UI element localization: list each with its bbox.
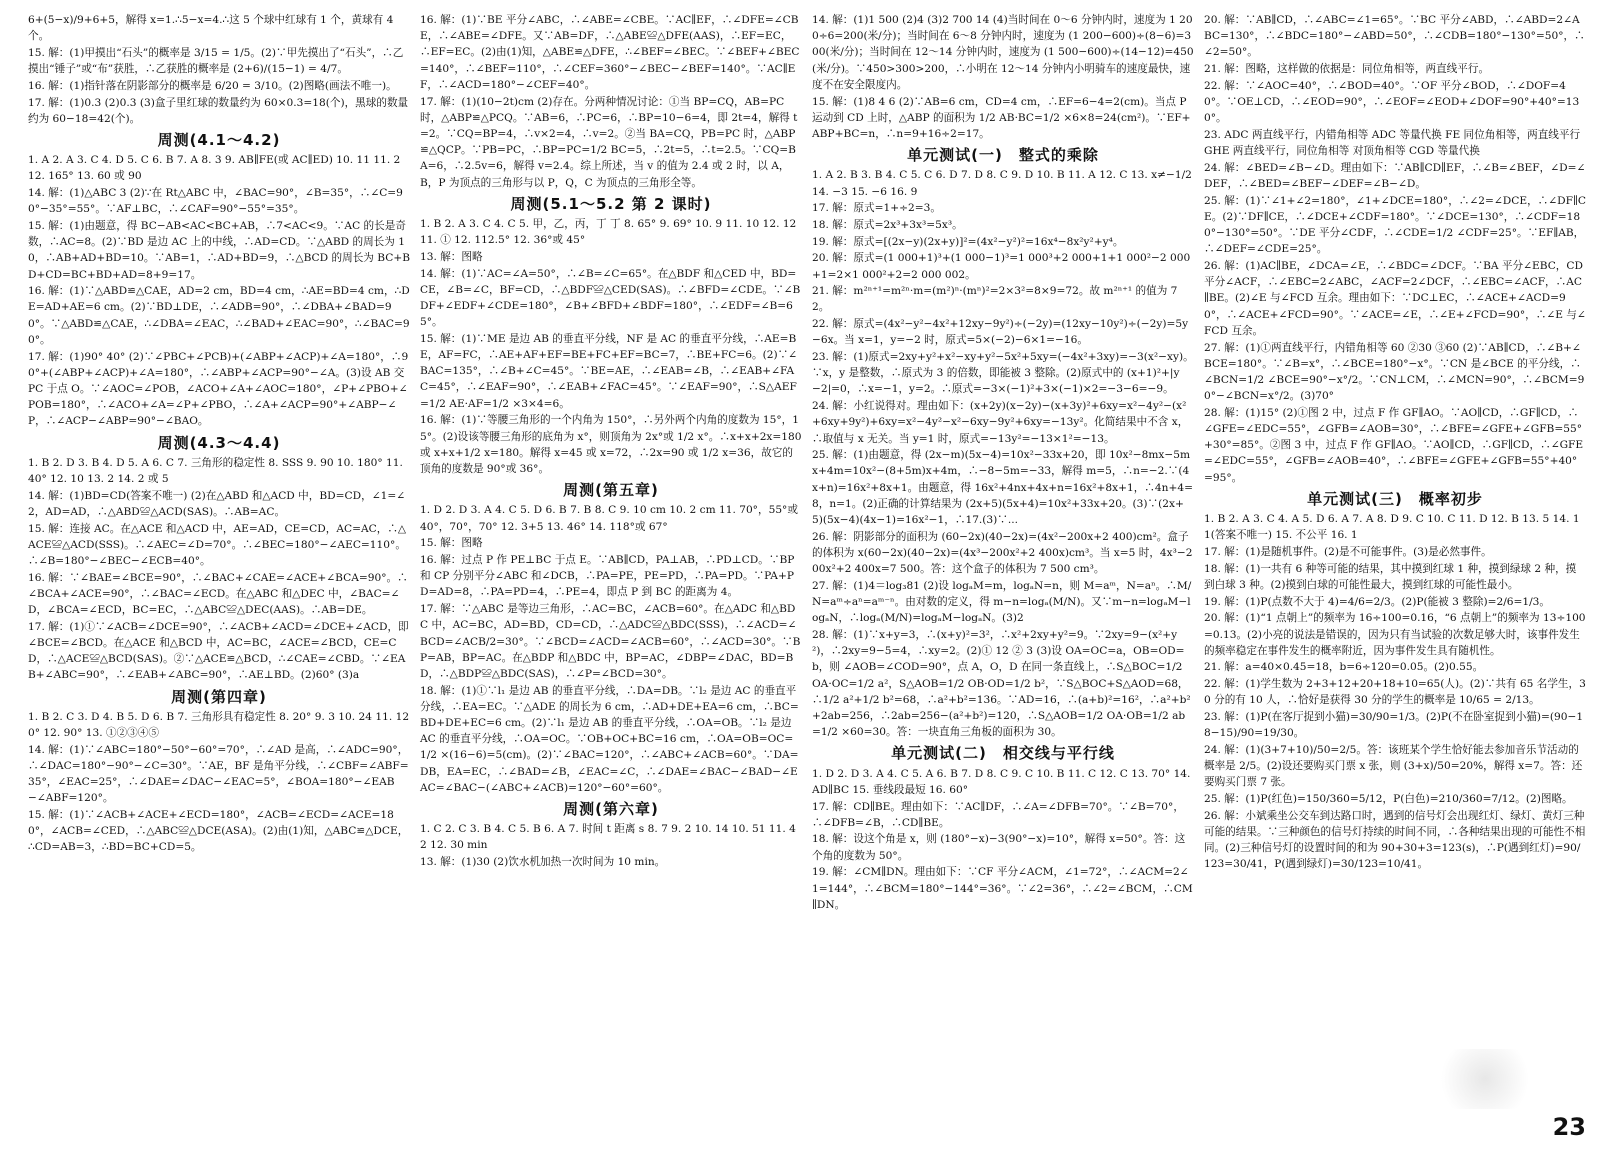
answer-paragraph: 18. 解：(1)一共有 6 种等可能的结果，其中摸到红球 1 种，摸到绿球 2 种，摸到白球 3 种。(2)摸到白球的可能性最大，摸到红球的可能性最小。 [1204, 562, 1577, 591]
watermark-logo [1430, 1049, 1540, 1109]
answer-paragraph: 14. 解：(1)∵AC=∠A=50°，∴∠B=∠C=65°。在△BDF 和△CED 中，BD=CE，∠B=∠C，BF=CD，∴△BDF≌△CED(SAS)。∴∠BFD=∠CDE。∵∠BDF+∠EDF+∠CDE=180°，∠B+∠BFD+∠BDF=180°，∴∠EDF=∠B=65°。 [420, 267, 801, 329]
answer-paragraph: 16. 解：(1)∵BE 平分∠ABC，∴∠ABE=∠CBE。∵AC∥EF，∴∠DFE=∠CBE，∴∠ABE=∠DFE。又∵AB=DF，∴△ABE≌△DFE(AAS)，∴EF=EC，∴EF=EC。(2)由(1)知，△ABE≌△DFE，∴∠BEF=∠BEC。∵∠BEF+∠BEC=140°，∴∠BEF=110°，∴∠CEF=360°−∠BEC−∠BEF=140°。∵AC∥EF，∴∠ACD=180°−∠CEF=40°。 [420, 14, 800, 91]
answer-paragraph: 21. 解：m²ⁿ⁺¹=m²ⁿ·m=(m²)ⁿ·(mⁿ)²=2×3²=8×9=72。故 m²ⁿ⁺¹ 的值为 72。 [812, 285, 1178, 314]
answer-paragraph: 13. 解：(1)30 (2)饮水机加热一次时间为 10 min。 [420, 856, 666, 869]
answer-paragraph: 19. 解：∠CM∥DN。理由如下：∵CF 平分∠ACM，∠1=72°，∴∠ACM=2∠1=144°，∴∠BCM=180°−144°=36°。∵∠2=36°，∴∠2=∠BCM，∴CM∥DN。 [812, 866, 1193, 911]
answer-paragraph: 28. 解：(1)∵x+y=3，∴(x+y)²=3²，∴x²+2xy+y²=9。∵2xy=9−(x²+y²)，∴2xy=9−5=4，∴xy=2。(2)① 12 ② 3 (3)设 OA=OC=a，OB=OD=b，则 ∠AOB=∠COD=90°，点 A，O，D 在同一条直线上，∴S△BOC=1/2 OA·OC=1/2 a²，S△AOB=1/2 OB·OD=1/2 b²，∵S△BOC+S△AOD=68，∴1/2 a²+1/2 b²=68，∴a²+b²=136。∵AD=16，∴(a+b)²=16²，∴a²+b²+2ab=256，∴2ab=256−(a²+b²)=120，∴S△AOB=1/2 OA·OB=1/2 ab=1/2 ×60=30。答：一块直角三角板的面积为 30。 [812, 629, 1191, 739]
answer-paragraph: 19. 解：原式=[(2x−y)(2x+y)]²=(4x²−y²)²=16x⁴−8x²y²+y⁴。 [812, 235, 1124, 248]
answer-paragraph: 21. 解：a=40×0.45=18，b=6÷120=0.05。(2)0.55。 [1204, 661, 1484, 674]
answer-paragraph: 17. 解：原式=1+÷2=3。 [812, 202, 941, 215]
answer-paragraph: 22. 解：∵∠AOC=40°，∴∠BOD=40°。∵OF 平分∠BOD，∴∠DOF=40°。∵OE⊥CD，∴∠EOD=90°，∴∠EOF=∠EOD+∠DOF=90°+40°=130°。 [1204, 79, 1580, 125]
answer-paragraph: 24. 解：∠BED=∠B−∠D。理由如下：∵AB∥CD∥EF，∴∠B=∠BEF，∠D=∠DEF，∴∠BED=∠BEF−∠DEF=∠B−∠D。 [1204, 161, 1586, 191]
answer-paragraph: 1. D 2. D 3. A 4. C 5. D 6. B 7. B 8. C 9. 10 cm 10. 2 cm 11. 70°，55°或 40°，70°，70° 12. 3+5 13. 46° 14. 118°或 67° [420, 504, 798, 533]
answer-paragraph: 23. 解：(1)P(在客厅捉到小猫)=30/90=1/3。(2)P(不在卧室捉到小猫)=(90−18−15)/90=19/30。 [1204, 711, 1584, 740]
answer-paragraph: 1. C 2. C 3. B 4. C 5. B 6. A 7. 时间 t 距离 s 8. 7 9. 2 10. 14 10. 51 11. 42 12. 30 min [420, 823, 796, 852]
answer-paragraph: 21. 解：图略，这样做的依据是：同位角相等，两直线平行。 [1204, 63, 1490, 76]
answer-paragraph: 20. 解：(1)“1 点朝上”的频率为 16÷100=0.16，“6 点朝上”的频率为 13÷100=0.13。(2)小亮的说法是错误的，因为只有当试验的次数足够大时，该事件发生的频率稳定在事件发生的概率附近，因为事件发生具有随机性。 [1204, 612, 1586, 657]
answer-paragraph: 1. B 2. D 3. B 4. D 5. A 6. C 7. 三角形的稳定性 8. SSS 9. 90 10. 180° 11. 40° 12. 10 13. 2 14. 2 或 5 [28, 456, 403, 485]
answer-paragraph: 18. 解：设这个角是 x，则 (180°−x)−3(90°−x)=10°，解得 x=50°。答：这个角的度数为 50°。 [812, 833, 1186, 862]
answer-paragraph: 15. 解：连接 AC。在△ACE 和△ACD 中，AE=AD，CE=CD，AC=AC，∴△ACE≌△ACD(SSS)。∴∠AEC=∠D=70°。∴∠BEC=180°−∠AEC=110°。∴∠B=180°−∠BEC−∠ECB=40°。 [28, 522, 407, 567]
answer-paragraph: 22. 解：原式=(4x²−y²−4x²+12xy−9y²)÷(−2y)=(12xy−10y²)÷(−2y)=5y−6x。当 x=1，y=−2 时，原式=5×(−2)−6×1=−16。 [812, 318, 1189, 347]
answer-paragraph: 28. 解：(1)15° (2)①图 2 中，过点 F 作 GF∥AO。∵AO∥CD，∴GF∥CD，∴∠GFE=∠EDC=55°，∠GFB=∠AOB=30°，∴∠BFE=∠GFE+∠GFB=55°+30°=85°。②图 3 中，过点 F 作 GF∥AO。∵AO∥CD，∴GF∥CD，∴∠GFE=∠EDC=55°，∠GFB=∠AOB=40°，∴∠BFE=∠GFE+∠GFB=55°+40°=95°。 [1204, 406, 1584, 484]
answer-paragraph: 19. 解：(1)P(点数不大于 4)=4/6=2/3。(2)P(能被 3 整除)=2/6=1/3。 [1204, 595, 1551, 608]
section-heading: 周测(5.1～5.2 第 2 课时) [510, 194, 712, 213]
answer-paragraph: 1. B 2. A 3. C 4. C 5. 甲，乙，丙，丁 丁 8. 65° 9. 69° 10. 9 11. 10 12. 12 11. ① 12. 112.5° 12. 36°或 45° [420, 217, 797, 247]
answer-paragraph: 1. A 2. A 3. C 4. D 5. C 6. B 7. A 8. 3 9. AB∥FE(或 AC∥ED) 10. 11 11. 2 12. 165° 13. 60 或 90 [28, 154, 401, 183]
section-heading: 周测(第五章) [563, 481, 659, 500]
column-4 [1204, 12, 1586, 873]
answer-paragraph: 24. 解：小红说得对。理由如下：(x+2y)(x−2y)−(x+3y)²+6xy=x²−4y²−(x²+6xy+9y²)+6xy=x²−4y²−x²−6xy−9y²+6xy=−13y²。化简结果中不含 x，∴取值与 x 无关。当 y=1 时，原式=−13y²=−13×1²=−13。 [812, 400, 1189, 445]
answer-paragraph: 17. 解：(1)0.3 (2)0.3 (3)盒子里红球的数量约为 60×0.3=18(个)，黑球的数量约为 60−18=42(个)。 [28, 96, 409, 125]
answer-paragraph: 15. 解：(1)由题意，得 BC−AB<AC<BC+AB，∴7<AC<9。∵AC 的长是奇数，∴AC=8。(2)∵BD 是边 AC 上的中线，∴AD=CD。∵△ABD 的周长为 10，∴AB+AD+BD=10。∵AB=1，∴AD+BD=9，∴△BCD 的周长为 BC+BD+CD=BC+BD+AD=8+9=17。 [28, 219, 411, 281]
answer-paragraph: 15. 解：(1)∵ME 是边 AB 的垂直平分线，NF 是 AC 的垂直平分线，∴AE=BE，AF=FC，∴AE+AF+EF=BE+FC+EF=BC=7，∴BE+FC=6。(2)∵∠BAC=135°，∴∠B+∠C=45°。∵BE=AE，∴∠EAB=∠B，∴∠EAB+∠FAC=45°，∴∠EAF=90°，∴∠EAB+∠FAC=45°。∵∠EAF=90°，∴S△AEF=1/2 AE·AF=1/2 ×3×4=6。 [420, 332, 798, 410]
section-heading: 周测(第四章) [171, 687, 267, 706]
answer-paragraph: 25. 解：(1)P(红色)=150/360=5/12，P(白色)=210/360=7/12。(2)图略。 [1204, 793, 1573, 806]
answer-paragraph: 23. ADC 两直线平行，内错角相等 ADC 等量代换 FE 同位角相等，两直线平行 GHE 两直线平行，同位角相等 对顶角相等 CGD 等量代换 [1204, 128, 1581, 158]
answer-paragraph: 17. 解：(1)是随机事件。(2)是不可能事件。(3)是必然事件。 [1204, 546, 1492, 558]
answer-paragraph: 13. 解：图略 [420, 250, 483, 263]
answer-paragraph: 14. 解：(1)1 500 (2)4 (3)2 700 14 (4)当时间在 0～6 分钟内时，速度为 1 200÷6=200(米/分)；当时间在 6～8 分钟内时，速度为 (1 200−600)÷(8−6)=300(米/分)；当时间在 12～14 分钟内时，速度为 (1 500−600)÷(14−12)=450(米/分)。∵450>300>200，∴小明在 12～14 分钟内小明骑车的速度最快，速度不在安全限度内。 [812, 14, 1194, 91]
answer-paragraph: 20. 解：∵AB∥CD，∴∠ABC=∠1=65°。∵BC 平分∠ABD，∴∠ABD=2∠ABC=130°，∴∠BDC=180°−∠ABD=50°，∴∠CDB=180°−130°=50°，∴∠2=50°。 [1204, 14, 1585, 59]
answer-paragraph: 15. 解：图略 [420, 537, 483, 550]
answer-paragraph: 16. 解：(1)指针落在阴影部分的概率是 6/20 = 3/10。(2)图略(画法不唯一)。 [28, 79, 397, 92]
answer-paragraph: 14. 解：(1)BD=CD(答案不唯一) (2)在△ABD 和△ACD 中，BD=CD，∠1=∠2，AD=AD，∴△ABD≌△ACD(SAS)。∴AB=AC。 [28, 489, 406, 518]
answer-paragraph: 15. 解：(1)甲摸出“石头”的概率是 3/15 = 1/5。(2)∵甲先摸出了“石头”，∴乙摸出“锤子”或“布”获胜，∴乙获胜的概率是 (2+6)/(15−1) = 4/7。 [28, 46, 404, 76]
answer-paragraph: 26. 解：小斌乘坐公交车到达路口时，遇到的信号灯会出现红灯、绿灯、黄灯三种可能的结果。∵三种颜色的信号灯持续的时间不同，∴各种结果出现的可能性不相同。(2)三种信号灯的设置时间的和为 90+30+3=123(s)，∴P(遇到红灯)=90/123=30/41，P(遇到绿灯)=30/123=10/41。 [1204, 809, 1586, 871]
answer-paragraph: 16. 解：∵∠BAE=∠BCE=90°，∴∠BAC+∠CAE=∠ACE+∠BCA=90°。∴∠BCA+∠ACE=90°，∴∠BAC=∠ECD。在△ABC 和△DEC 中，∠BAC=∠D，∠BCA=∠ECD，BC=EC，∴△ABC≌△DEC(AAS)。∴AB=DE。 [28, 571, 408, 617]
answer-paragraph: 17. 解：CD∥BE。理由如下：∵AC∥DF，∴∠A=∠DFB=70°。∵∠B=70°，∴∠DFB=∠B，∴CD∥BE。 [812, 800, 1184, 829]
answer-paragraph: 23. 解：(1)原式=2xy+y²+x²−xy+y²−5x²+5xy=(−4x²+3xy)=−3(x²−xy)。∵x，y 是整数，∴原式为 3 的倍数，即能被 3 整除。(2)原式中的 (x+1)²+|y−2|=0，∴x=−1，y=2。∴原式=−3×(−1)²+3×(−1)×2=−3−6=−9。 [812, 351, 1194, 396]
answer-paragraph: 15. 解：(1)8 4 6 (2)∵AB=6 cm，CD=4 cm，∴EF=6−4=2(cm)。当点 P 运动到 CD 上时，△ABP 的面积为 1/2 AB·BC=1/2 ×6×8=24(cm²)。∵EF+ABP+BC=n，∴n=9+16÷2=17。 [812, 95, 1191, 140]
answer-paragraph: 6+(5−x)/9+6+5，解得 x=1.∴5−x=4.∴这 5 个球中红球有 1 个，黄球有 4 个。 [28, 14, 394, 43]
answer-paragraph: 14. 解：(1)△ABC 3 (2)∵在 Rt△ABC 中，∠BAC=90°，∠B=35°，∴∠C=90°−35°=55°。∵AF⊥BC，∴∠CAF=90°−55°=35°。 [28, 187, 403, 216]
answer-paragraph: 27. 解：(1)①两直线平行，内错角相等 60 ②30 ③60 (2)∵AB∥CD，∴∠B+∠BCE=180°。∵∠B=x°，∴∠BCE=180°−x°。∵CN 是∠BCE 的平分线，∴∠BCN=1/2 ∠BCE=90°−x°/2。∵CN⊥CM，∴∠MCN=90°，∴∠BCM=90°−∠BCN=x°/2。(3)70° [1204, 341, 1585, 403]
answer-paragraph: 1. D 2. D 3. A 4. C 5. A 6. B 7. D 8. C 9. C 10. B 11. C 12. C 13. 70° 14. AD∥BC 15. 垂线段最短 16. 60° [812, 767, 1191, 796]
section-heading: 周测(第六章) [563, 800, 659, 819]
section-heading: 周测(4.1～4.2) [157, 130, 281, 149]
answer-paragraph: 1. B 2. C 3. D 4. B 5. D 6. B 7. 三角形具有稳定性 8. 20° 9. 3 10. 24 11. 120° 12. 90° 13. ①②③④⑤ [28, 710, 410, 740]
answer-paragraph: 18. 解：(1)①∵l₁ 是边 AB 的垂直平分线，∴DA=DB。∵l₂ 是边 AC 的垂直平分线，∴EA=EC。∵△ADE 的周长为 6 cm，∴AD+DE+EA=6 cm，∴BC=BD+DE+EC=6 cm。(2)∵l₁ 是边 AB 的垂直平分线，∴OA=OB。∵l₂ 是边 AC 的垂直平分线，∴OA=OC。∵OB+OC+BC=16 cm，∴OA=OB=OC=1/2 ×(16−6)=5(cm)。(2)∵∠BAC=120°，∴∠ABC+∠ACB=60°。∵DA=DB，EA=EC，∴∠BAD=∠B，∠EAC=∠C，∴∠DAE=∠BAC−∠BAD−∠EAC=∠BAC−(∠ABC+∠ACB)=120°−60°=60°。 [420, 684, 799, 794]
section-heading: 单元测试(二) 相交线与平行线 [891, 744, 1115, 763]
answer-paragraph: 17. 解：(1)①∵∠ACB=∠DCE=90°，∴∠ACB+∠ACD=∠DCE+∠ACD，即∠BCE=∠BCD。在△ACE 和△BCD 中，AC=BC，∠ACE=∠BCD，CE=CD，∴△ACE≌△BCD(SAS)。②∵△ACE≌△BCD，∴∠CAE=∠CBD。∵∠EAB+∠ABC=90°，∴∠EAB+∠ABC=90°，∴AE⊥BD。(2)60° (3)a [28, 620, 409, 682]
section-heading: 周测(4.3～4.4) [157, 433, 281, 452]
section-heading: 单元测试(一) 整式的乘除 [907, 146, 1099, 165]
answer-paragraph: 17. 解：∵△ABC 是等边三角形，∴AC=BC，∠ACB=60°。在△ADC 和△BDC 中，AC=BC，AD=BD，CD=CD，∴△ADC≌△BDC(SSS)，∴∠ACD=∠BCD=∠ACB/2=30°。∵∠BCD=∠ACD=∠ACB=60°，∴∠ACD=30°。∵BP=AB，BP=AC。在△BDP 和△BDC 中，BP=AC，∠DBP=∠DAC，BD=BD，∴△BDP≌△BDC(SAS)，∴∠P=∠BCD=30°。 [420, 603, 801, 680]
answer-paragraph: 14. 解：(1)∵∠ABC=180°−50°−60°=70°，∴∠AD 是高，∴∠ADC=90°，∴∠DAC=180°−90°−∠C=30°。∵AE，BF 是角平分线，∴∠CBF=∠ABF=35°，∠EAC=25°，∴∠DAE=∠DAC−∠EAC=5°，∠BOA=180°−∠EAB−∠ABF=120°。 [28, 743, 409, 805]
answer-paragraph: 17. 解：(1)(10−2t)cm (2)存在。分两种情况讨论：①当 BP=CQ，AB=PC 时，△ABP≌△PCQ。∵AB=6，∴PC=6，∴BP=10−6=4，即 2t=4，解得 t=2。∵CQ=BP=4，∴v×2=4，∴v=2。②当 BA=CQ，PB=PC 时，△ABP≌△QCP。∵PB=PC，∴BP=PC=1/2 BC=5，∴2t=5，∴t=2.5。∵CQ=BA=6，∴2.5v=6，解得 v=2.4。综上所述，当 v 的值为 2.4 或 2 时，以 A，B，P 为顶点的三角形与以 P，Q，C 为顶点的三角形全等。 [420, 95, 798, 189]
column-1 [28, 12, 410, 856]
page-number: 23 [1552, 1113, 1586, 1141]
answer-paragraph: 25. 解：(1)由题意，得 (2x−m)(5x−4)=10x²−33x+20，即 10x²−8mx−5mx+4m=10x²−(8+5m)x+4m，∴−8−5m=−33，解得 m=5，∴n=−2.∵(4x+n)=16x²+8x+1。由题意，得 16x²+4nx+4x+n=16x²+8x+1，∴4n+4=8，n=1。(2)正确的计算结果为 (2x+5)(5x+4)=10x²+33x+20。(3)∵(2x+5)(5x−4)(4x−1)=16x²−1，∴17.(3)∵... [812, 449, 1193, 527]
column-3 [812, 12, 1194, 913]
column-2 [420, 12, 802, 871]
answer-paragraph: 24. 解：(1)(3+7+10)/50=2/5。答：该班某个学生恰好能去参加音乐节活动的概率是 2/5。(2)设还要购买门票 x 张，则 (3+x)/50=20%，解得 x=7。答：还要购买门票 7 张。 [1204, 743, 1583, 789]
answer-paragraph: 26. 解：(1)AC∥BE，∠DCA=∠E，∴∠BDC=∠DCF。∵BA 平分∠EBC，CD 平分∠ACF，∴∠EBC=2∠ABC，∠ACF=2∠DCF，∴∠EBC=∠ACF，∴AC∥BE。(2)∠E 与∠FCD 互余。理由如下：∵DC⊥EC，∴∠ACE+∠ACD=90°，∴∠ACE+∠FCD=90°。∵∠ACE=∠E，∴∠E+∠FCD=90°，∴∠E 与∠FCD 互余。 [1204, 260, 1586, 337]
answer-paragraph: 17. 解：(1)90° 40° (2)∵∠PBC+∠PCB)+(∠ABP+∠ACP)+∠A=180°，∴90°+(∠ABP+∠ACP)+∠A=180°，∴∠ABP+∠ACP=90°−∠A。(3)设 AB 交 PC 于点 O。∵∠AOC=∠POB，∠ACO+∠A+∠AOC=180°，∠P+∠PBO+∠POB=180°，∴∠ACO+∠A=∠P+∠PBO，∴∠A+∠ACP=90°+∠ABP−∠P，∴∠ACP−∠ABP=90°−∠BAO。 [28, 350, 409, 428]
answer-paragraph: 25. 解：(1)∵∠1+∠2=180°，∠1+∠DCE=180°，∴∠2=∠DCE，∴∠DF∥CE。(2)∵DF∥CE，∴∠DCE+∠CDF=180°。∵∠DCE=130°，∴∠CDF=180°−130°=50°。∵DE 平分∠CDF，∴∠CDE=1/2 ∠CDF=25°。∵EF∥AB，∴∠DEF=∠CDE=25°。 [1204, 194, 1586, 256]
answer-paragraph: 1. B 2. A 3. C 4. A 5. D 6. A 7. A 8. D 9. C 10. C 11. D 12. B 13. 5 14. 11(答案不唯一) 15. 不公平 16. 1 [1204, 513, 1580, 542]
answer-paragraph: 1. A 2. B 3. B 4. C 5. C 6. D 7. D 8. C 9. D 10. B 11. A 12. C 13. x≠−1/2 14. −3 15. −6 16. 9 [812, 169, 1192, 198]
answer-paragraph: 16. 解：过点 P 作 PE⊥BC 于点 E。∵AB∥CD，PA⊥AB，∴PD⊥CD。∵BP 和 CP 分别平分∠ABC 和∠DCB，∴PA=PE，PE=PD，∴PA=PD。∵PA+PD=AD=8，∴PA=PD=4，∴PE=4，即点 P 到 BC 的距离为 4。 [420, 554, 795, 599]
answer-paragraph: 16. 解：(1)∵等腰三角形的一个内角为 150°，∴另外两个内角的度数为 15°，15°。(2)设该等腰三角形的底角为 x°，则顶角为 2x°或 1/2 x°。∴x+x+2x=180 或 x+x+1/2 x=180。解得 x=45 或 x=72，∴2x=90 或 1/2 x=36，故它的顶角的度数是 90°或 36°。 [420, 414, 802, 475]
answer-paragraph: 16. 解：(1)∵△ABD≌△CAE，AD=2 cm，BD=4 cm，∴AE=BD=4 cm，∴DE=AD+AE=6 cm。(2)∵BD⊥DE，∴∠ADB=90°，∴∠DBA+∠BAD=90°。∵△ABD≌△CAE，∴∠DBA=∠EAC，∴∠BAD+∠EAC=90°，∴∠BAC=90°。 [28, 285, 410, 346]
answer-paragraph: 26. 解：阴影部分的面积为 (60−2x)(40−2x)=(4x²−200x+2 400)cm²。盒子的体积为 x(60−2x)(40−2x)=(4x³−200x²+2 400x)cm³。当 x=5 时，4x³−200x²+2 400x=7 500。答：这个盒子的体积为 7 500 cm³。 [812, 530, 1193, 576]
answer-paragraph: 18. 解：原式=2x³+3x³=5x³。 [812, 218, 963, 231]
answer-paragraph: 15. 解：(1)∵∠ACB+∠ACE+∠ECD=180°，∠ACB=∠ECD=∠ACE=180°，∠ACB=∠CED，∴△ABC≌△DCE(ASA)。(2)由(1)知，△ABC≌△DCE，∴CD=AB=3，∴BD=BC+CD=5。 [28, 809, 409, 854]
answer-paragraph: 22. 解：(1)学生数为 2+3+12+20+18+10=65(人)。(2)∵共有 65 名学生，30 分的有 10 人，∴恰好是获得 30 分的学生的概率是 10/65 = 2/13。 [1204, 678, 1586, 707]
section-heading: 单元测试(三) 概率初步 [1307, 489, 1483, 508]
answer-paragraph: 20. 解：原式=(1 000+1)³+(1 000−1)³=1 000³+2 000+1+1 000²−2 000+1=2×1 000²+2=2 000 002。 [812, 252, 1191, 281]
answer-paragraph: 27. 解：(1)4＝log₃81 (2)设 logₐM=m，logₐN=n，则 M=aᵐ，N=aⁿ。∴M/N=aᵐ÷aⁿ=aᵐ⁻ⁿ。由对数的定义，得 m−n=logₐ(M/N)。又∵m−n=logₐM−logₐN，∴logₐ(M/N)=logₐM−logₐN。(3)2 [812, 579, 1192, 625]
